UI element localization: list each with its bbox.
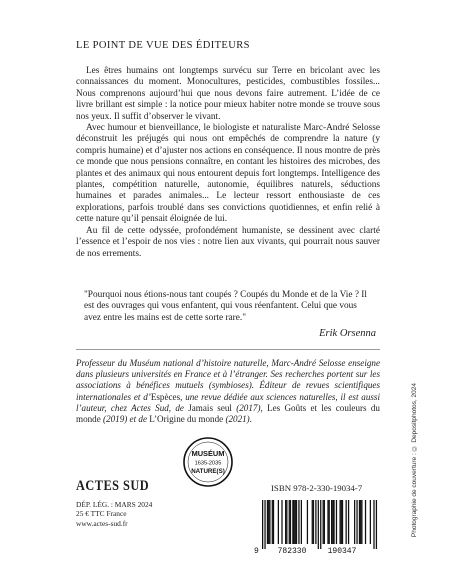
barcode-bar (293, 500, 294, 544)
barcode-bar (333, 500, 334, 544)
bio-title-especes: Espèces (150, 391, 181, 402)
barcode-bar (307, 500, 308, 544)
barcode-bar (318, 500, 319, 549)
barcode-bar (264, 500, 265, 549)
barcode-bar (361, 500, 362, 544)
publisher-logo: ACTES SUD (76, 478, 150, 494)
cover-photo-credit: Photographie de couverture : © Depositphotos, 2024 (411, 383, 418, 538)
barcode-bar (339, 500, 340, 544)
barcode-bar (370, 500, 371, 544)
legal-deposit: DÉP. LÉG. : MARS 2024 (76, 500, 153, 509)
paragraph-1: Les êtres humains ont longtemps survécu sur Terre en bricolant avec les connaissances du moment. Monocultures, pesticides, combustibles fossiles... Nous comprenons aujourd’hui que nous devons faire autrement. L’idée de ce livre brillant est simple : la notice pour mieux habiter notre monde se trouve sous nos yeux. Il suffit d’observer le vivant. (76, 66, 380, 122)
barcode-bar (267, 500, 268, 544)
bio-part-4: (2019) et de (100, 414, 150, 425)
barcode-bar (273, 500, 274, 544)
barcode (252, 500, 380, 554)
barcode-bar (331, 500, 332, 544)
divider (76, 349, 380, 350)
barcode-bar (281, 500, 282, 544)
barcode-bar (354, 500, 355, 544)
barcode-bar (296, 500, 297, 544)
barcode-first-digit: 9 (254, 547, 259, 554)
barcode-bar (315, 500, 316, 544)
museum-logo-line-2: 1635-2035 (194, 460, 222, 467)
barcode-bar (298, 500, 299, 544)
barcode-bar (365, 500, 366, 544)
barcode-bar (356, 500, 357, 544)
paragraph-3: Au fil de cette odyssée, profondément humaniste, se dessinent avec clarté l’essence et l’espoir de nos vies : notre lien aux vivants, qui pourrait nous sauver de nos errements. (76, 225, 380, 259)
barcode-bar (278, 500, 279, 544)
barcode-bar (346, 500, 347, 544)
quote-author: Erik Orsenna (319, 328, 376, 339)
bio-part-1: Professeur du Muséum national d’histoire naturelle, Marc-André Selosse enseigne dans plusieurs universités en France et à l’étranger. Ses recherches portent sur les associations à bénéfices mutuels (symbioses). Éditeur de revues scientifiques internationales et d’ (76, 358, 380, 402)
bio-part-3: (2017), (231, 402, 268, 413)
publisher-website: www.actes-sud.fr (76, 518, 128, 528)
barcode-bar (313, 500, 314, 544)
quote-text: "Pourquoi nous étions-nous tant coupés ? Coupés du Monde et de la Vie ? Il est des ouvrages qui vous enfantent, qui vous réenfantent. Celui que vous avez entre les mains est de cette sorte rare." (84, 290, 367, 323)
barcode-bar (323, 500, 324, 544)
bio-part-2: , une revue dédiée aux sciences naturelles, il est aussi l’auteur, chez Actes Sud, de (76, 391, 380, 413)
isbn: ISBN 978-2-330-19034-7 (271, 483, 363, 493)
barcode-bar (269, 500, 270, 544)
barcode-bar (292, 500, 293, 544)
barcode-bar (329, 500, 330, 544)
barcode-bar (285, 500, 286, 544)
quote-block (84, 290, 376, 324)
barcode-bar (295, 500, 296, 544)
imprint (76, 500, 152, 528)
museum-logo-line-1: MUSÉUM (191, 449, 225, 458)
museum-logo-line-3: NATURE(S) (191, 468, 225, 475)
barcode-bar (272, 500, 273, 544)
barcode-bar (324, 500, 325, 544)
museum-logo (182, 436, 234, 488)
barcode-bar (268, 500, 269, 544)
barcode-left-digits: 782330 (277, 547, 307, 554)
barcode-bar (376, 500, 377, 549)
back-cover-heading: LE POINT DE VUE DES ÉDITEURS (76, 40, 250, 51)
editors-text (76, 66, 380, 260)
barcode-bar (301, 500, 302, 544)
barcode-bar (332, 500, 333, 544)
barcode-bar (348, 500, 349, 544)
barcode-bar (320, 500, 321, 549)
barcode-bar (359, 500, 360, 544)
paragraph-2: Avec humour et bienveillance, le biologiste et naturaliste Marc-André Selosse déconstruit les préjugés qui nous ont empêchés de comprendre la nature (y compris humaine) et d’ajuster nos actions en conséquence. Il nous montre de près ce monde que nous pensions connaître, en contant les histoires des microbes, des plantes et des animaux qui nous entourent depuis fort longtemps. Intelligence des plantes, compétition naturelle, autonomie, équilibres naturels, séductions humaines et parades animales... Le lecteur ressort enthousiaste de ces explorations, parfois troublé dans ses convictions quotidiennes, et enfin relié à cette nature qu’il pensait éloignée de lui. (76, 123, 380, 225)
barcode-bar (342, 500, 343, 544)
bio-title-jamais-seul: Jamais seul (188, 402, 232, 413)
bio-title-origine: L’Origine du monde (149, 414, 224, 425)
author-bio (76, 358, 380, 425)
barcode-bar (336, 500, 337, 544)
barcode-bar (341, 500, 342, 544)
bio-title-gouts: Les Goûts et les couleurs du monde (76, 402, 380, 425)
barcode-bar (360, 500, 361, 544)
bio-part-5: (2021). (223, 414, 252, 425)
barcode-bar (312, 500, 313, 544)
barcode-bar (373, 500, 374, 549)
barcode-bar (290, 500, 291, 544)
barcode-bar (289, 500, 290, 544)
barcode-bar (327, 500, 328, 544)
barcode-bars (262, 500, 377, 549)
barcode-bar (262, 500, 263, 549)
price: 25 € TTC France (76, 509, 127, 519)
barcode-right-digits: 190347 (327, 547, 357, 554)
barcode-bar (286, 500, 287, 544)
